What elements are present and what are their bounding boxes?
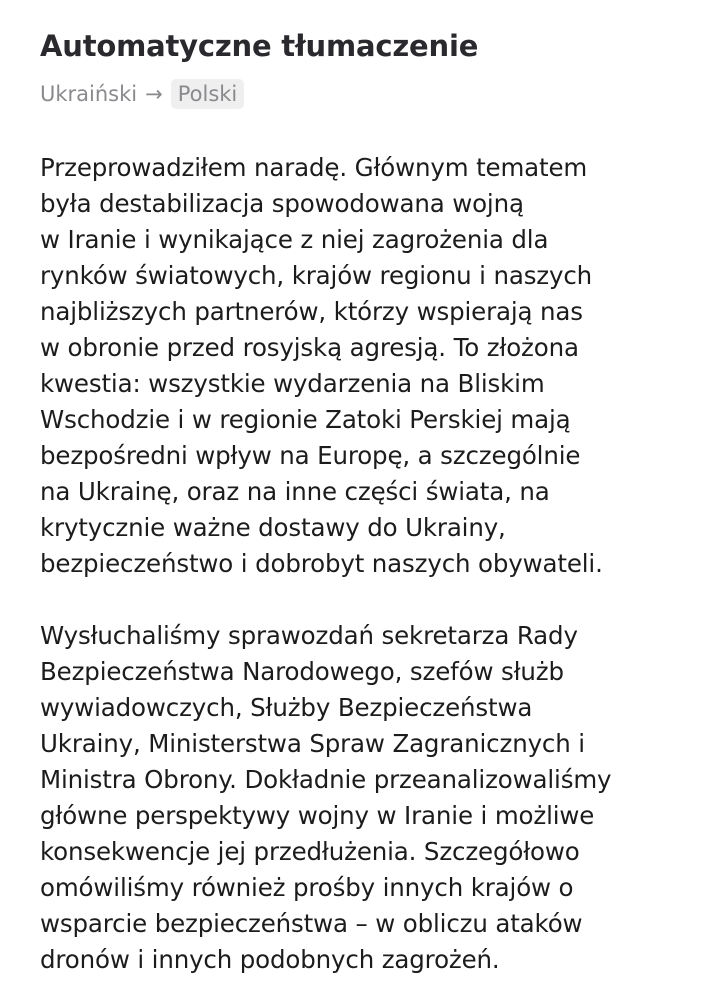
translated-paragraph: Przeprowadziłem naradę. Głównym tematem była destabilizacja spowodowana wojną w Iranie i wynikające z niej zagrożenia dla rynków światowych, krajów regionu i naszych najbliższych partnerów, którzy wspierają nas w obronie przed rosyjską agresją. To złożona kwestia: wszystkie wydarzenia na Bliskim Wschodzie i w regionie Zatoki Perskiej mają bezpośredni wpływ na Europę, a szczególnie na Ukrainę, oraz na inne części świata, na krytycznie ważne dostawy do Ukrainy, bezpieczeństwo i dobrobyt naszych obywateli.	[40, 153, 603, 578]
target-language[interactable]: Polski	[171, 79, 245, 109]
arrow-right-icon: →	[145, 82, 163, 106]
paragraph-spacer	[40, 582, 680, 618]
translated-text	[40, 150, 680, 978]
translated-paragraph: Wysłuchaliśmy sprawozdań sekretarza Rady Bezpieczeństwa Narodowego, szefów służb wywiadowczych, Służby Bezpieczeństwa Ukrainy, Ministerstwa Spraw Zagranicznych i Ministra Obrony. Dokładnie przeanalizowaliśmy główne perspektywy wojny w Iranie i możliwe konsekwencje jej przedłużenia. Szczegółowo omówiliśmy również prośby innych krajów o wsparcie bezpieczeństwa – w obliczu ataków dronów i innych podobnych zagrożeń.	[40, 621, 612, 974]
source-language[interactable]: Ukraiński	[40, 82, 138, 106]
panel-title: Automatyczne tłumaczenie	[40, 29, 479, 63]
language-pair	[40, 78, 680, 110]
